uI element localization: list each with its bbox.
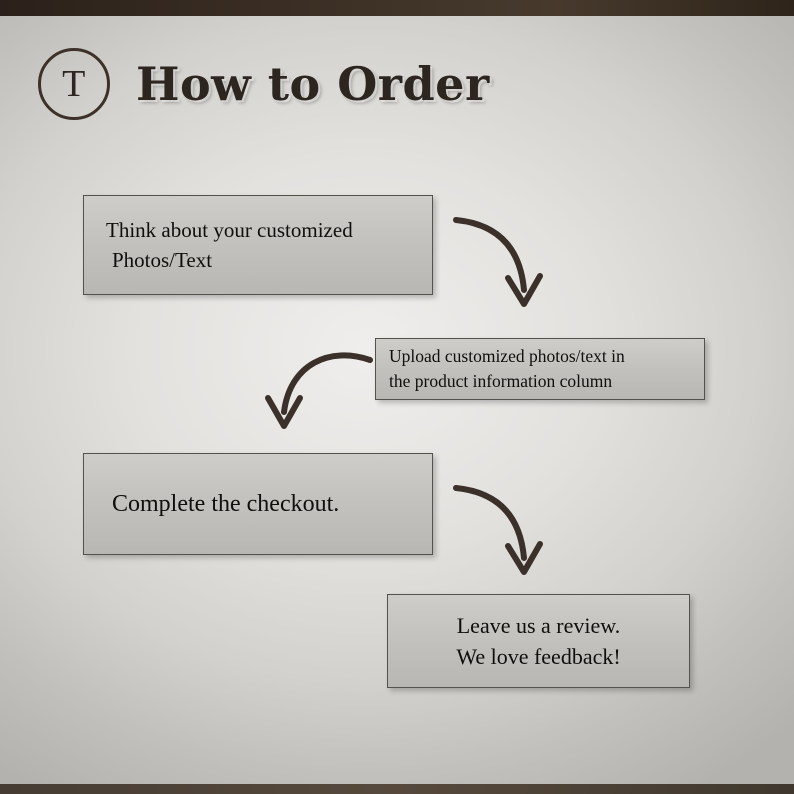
top-border-bar bbox=[0, 0, 794, 16]
arrow-icon-1 bbox=[448, 212, 558, 322]
page-title: How to Order bbox=[136, 57, 490, 111]
step-4-line-1: Leave us a review. bbox=[456, 612, 621, 638]
step-2-line-1: Upload customized photos/text in bbox=[389, 345, 625, 366]
step-box-4 bbox=[387, 594, 690, 688]
step-3-line-1: Complete the checkout. bbox=[112, 490, 340, 517]
step-1-line-2: Photos/Text bbox=[112, 248, 213, 272]
step-4-line-2: We love feedback! bbox=[456, 644, 621, 669]
arrow-icon-3 bbox=[448, 480, 558, 590]
bottom-border-bar bbox=[0, 784, 794, 794]
step-box-2 bbox=[375, 338, 705, 400]
step-box-1 bbox=[83, 195, 433, 295]
step-2-line-2: the product information column bbox=[389, 371, 613, 391]
brand-logo bbox=[38, 48, 110, 120]
logo-letter: T bbox=[62, 63, 86, 105]
step-box-3 bbox=[83, 453, 433, 555]
arrow-icon-2 bbox=[258, 340, 378, 450]
step-1-line-1: Think about your customized bbox=[106, 217, 353, 242]
page-header bbox=[38, 48, 490, 120]
